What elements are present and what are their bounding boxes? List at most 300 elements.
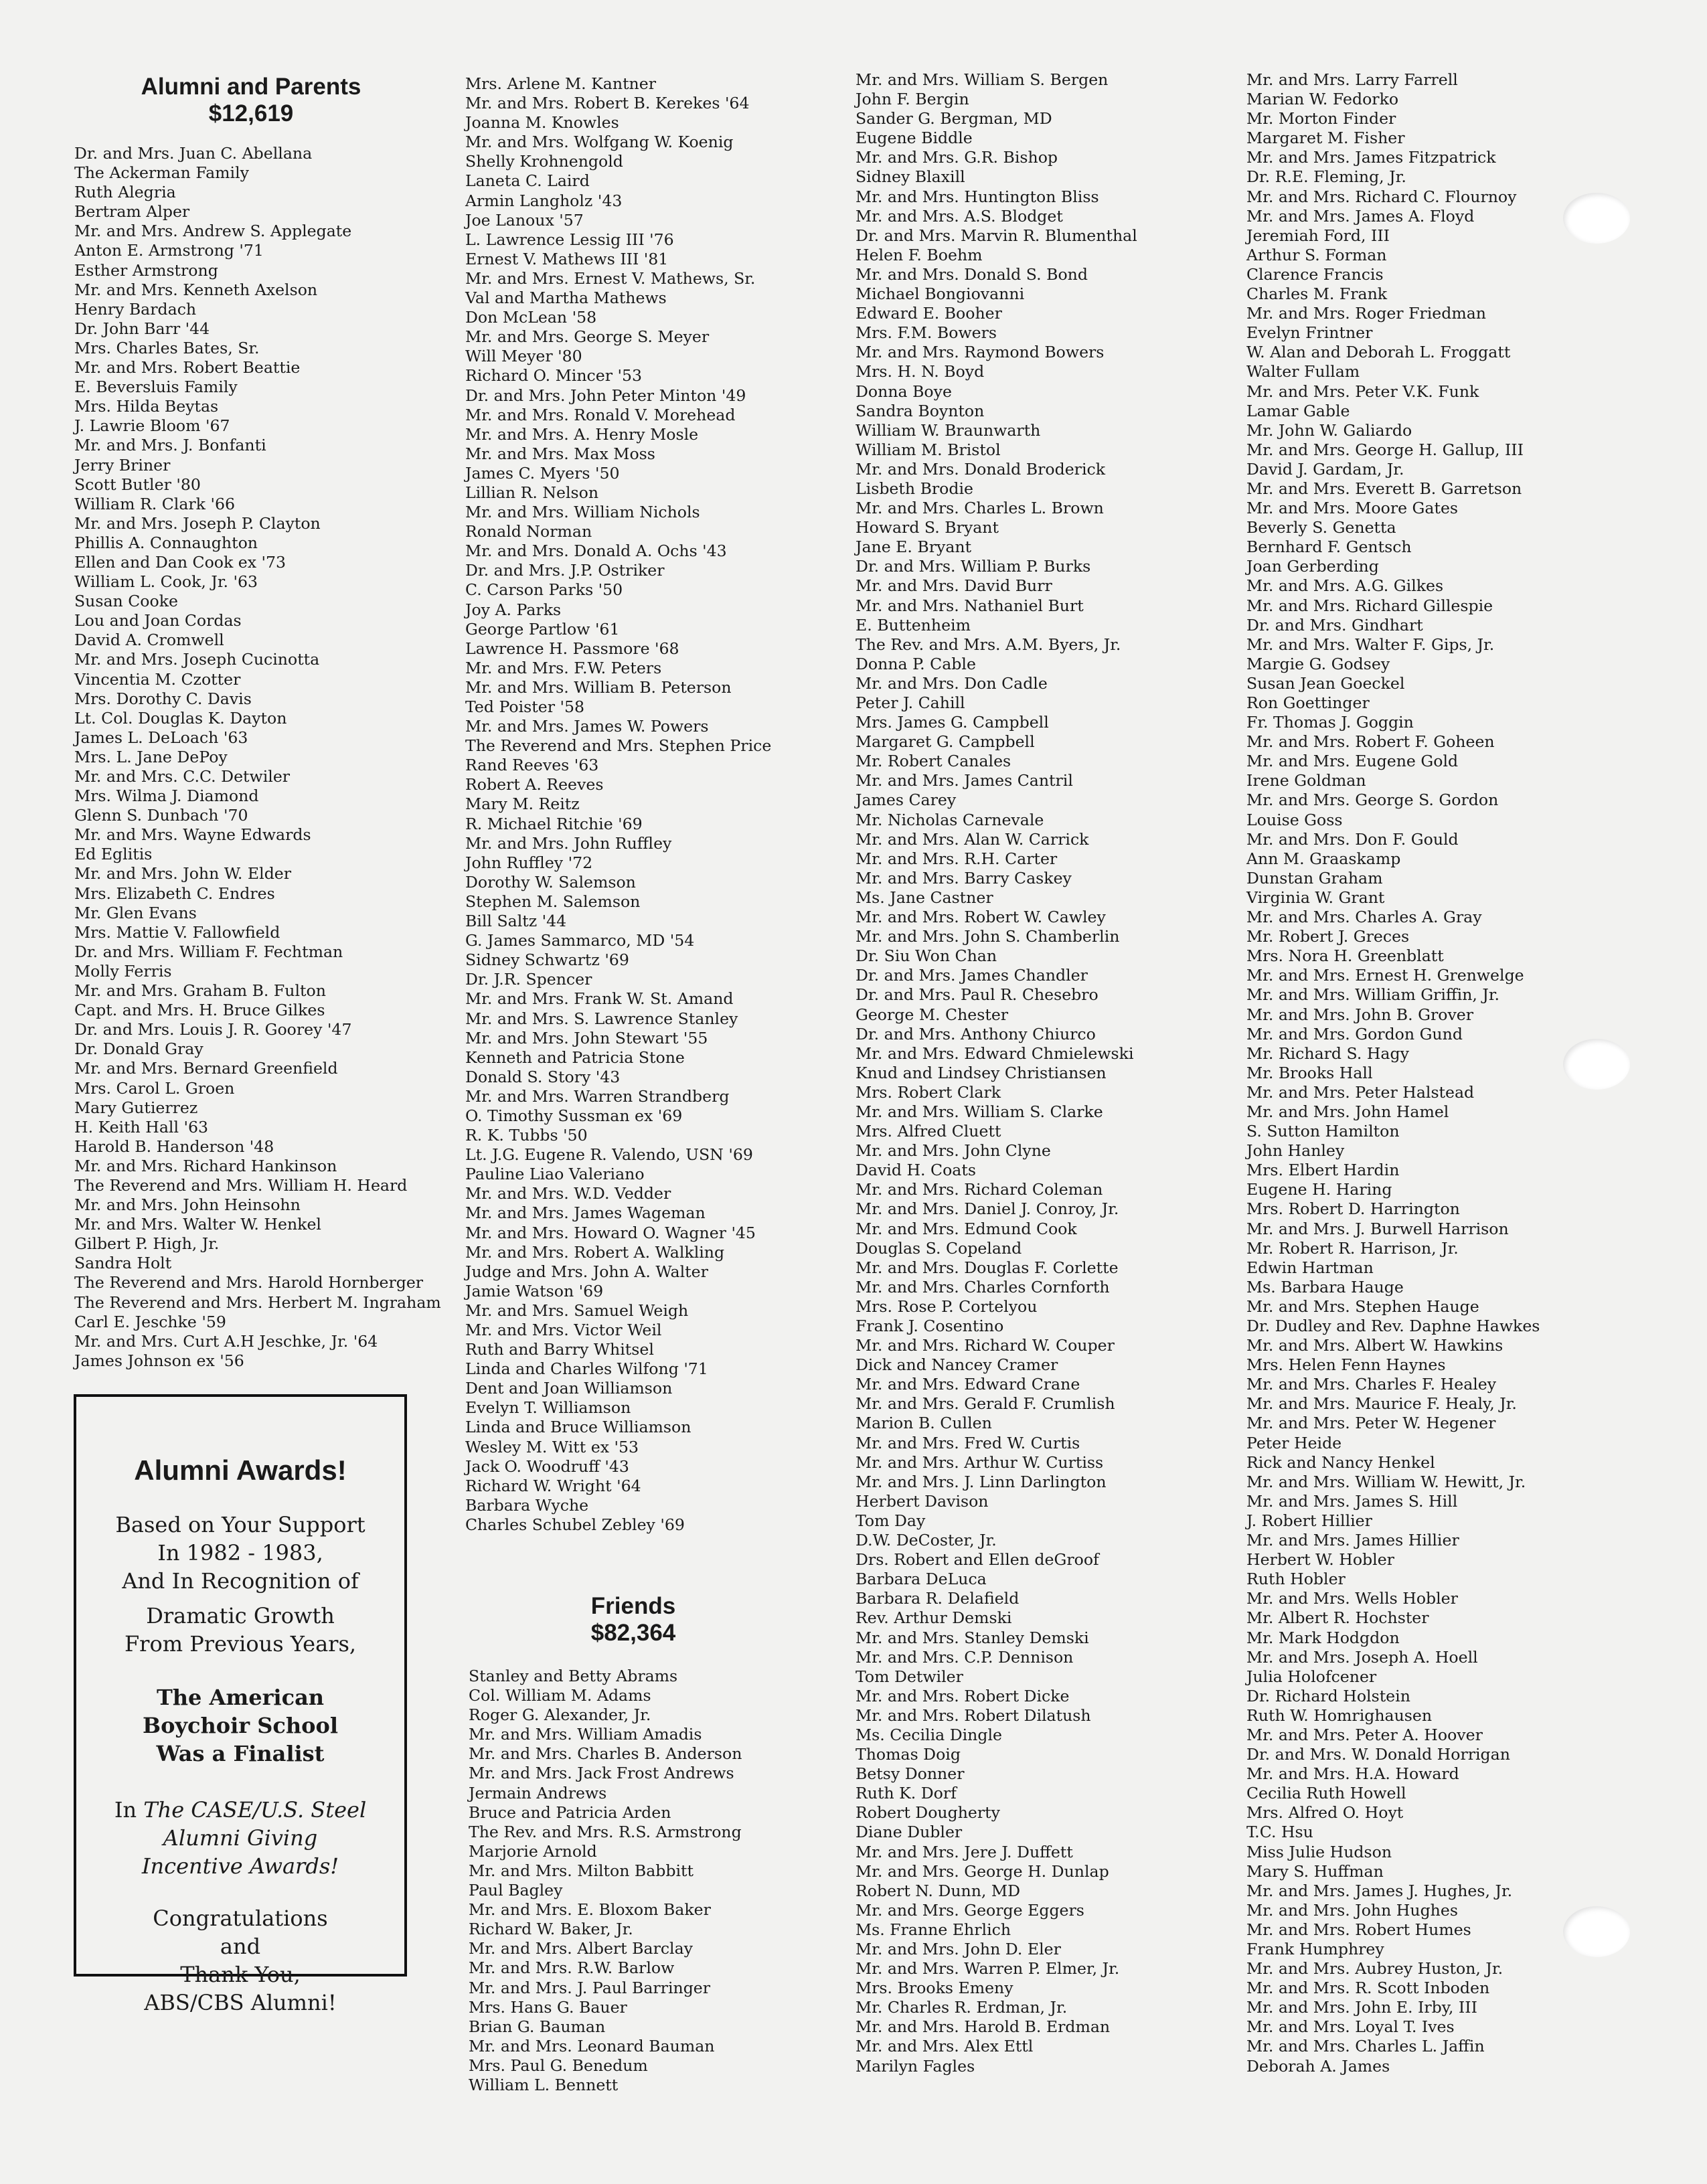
donor-name: Lt. J.G. Eugene R. Valendo, USN '69 [465,1145,753,1165]
donor-name: Margaret M. Fisher [1246,129,1405,148]
donor-name: Mr. and Mrs. John Heinsohn [74,1195,301,1215]
donor-name: Mrs. Brooks Emeny [856,1979,1013,1998]
awards-text-line: From Previous Years, [124,1631,357,1657]
donor-name: James Carey [856,790,957,810]
donor-name: Dorothy W. Salemson [465,872,636,892]
donor-name: Susan Cooke [74,592,178,611]
donor-name: Dr. and Mrs. Anthony Chiurco [856,1024,1096,1043]
alumni-parents-list [74,144,441,1371]
donor-name: Mr. and Mrs. Robert W. Cawley [856,908,1106,927]
donor-name: Mrs. Hans G. Bauer [469,1997,627,2017]
donor-name: H. Keith Hall '63 [74,1117,208,1137]
donor-name: Mr. and Mrs. Harold B. Erdman [856,2017,1111,2037]
donor-name: Mr. and Mrs. Richard C. Flournoy [1246,187,1517,206]
donor-name: Mr. and Mrs. Richard W. Couper [856,1336,1115,1355]
donor-name: Ms. Barbara Hauge [1246,1277,1404,1296]
donor-name: W. Alan and Deborah L. Froggatt [1246,343,1511,362]
donor-name: C. Carson Parks '50 [465,580,623,600]
donor-name: Dr. and Mrs. James Chandler [856,966,1088,985]
donor-name: R. K. Tubbs '50 [465,1126,588,1145]
donor-name: Dr. Donald Gray [74,1039,204,1059]
donor-name: Mr. and Mrs. C.C. Detwiler [74,767,291,786]
donor-name: David A. Cromwell [74,631,224,650]
donor-name: Mr. and Mrs. James J. Hughes, Jr. [1246,1881,1513,1900]
friends-list-continued [856,70,1137,2076]
donor-name: Tom Detwiler [856,1667,963,1686]
donor-name: Mr. and Mrs. A.S. Blodget [856,206,1063,226]
donor-name: Marion B. Cullen [856,1414,992,1433]
donor-name: Mr. and Mrs. George Eggers [856,1900,1084,1920]
donor-name: Walter Fullam [1246,362,1360,382]
donor-name: Mr. Robert Canales [856,752,1011,771]
donor-name: Stanley and Betty Abrams [469,1667,678,1685]
donor-name: Mr. and Mrs. Robert A. Walkling [465,1242,725,1262]
donor-name: Mr. and Mrs. Donald Broderick [856,459,1106,479]
donor-name: Barbara Wyche [465,1495,589,1515]
donor-name: Julia Holofcener [1246,1667,1377,1686]
donor-name: Ted Poister '58 [465,697,584,716]
donor-name: Dunstan Graham [1246,868,1383,888]
donor-name: Dent and Joan Williamson [465,1379,673,1398]
donor-name: Mr. and Mrs. James Hillier [1246,1531,1459,1550]
finalist-line: Boychoir School [143,1713,338,1738]
donor-name: L. Lawrence Lessig III '76 [465,230,674,249]
donor-name: Joe Lanoux '57 [465,210,584,230]
donor-name: Bruce and Patricia Arden [469,1802,671,1822]
donor-name: Mr. and Mrs. Stanley Demski [856,1628,1089,1647]
donor-name: Ruth Alegria [74,183,176,202]
donor-name: Marjorie Arnold [469,1841,597,1861]
donor-name: Robert Dougherty [856,1803,1000,1823]
donor-name: Harold B. Handerson '48 [74,1137,274,1156]
donor-name: Mr. and Mrs. Milton Babbitt [469,1861,694,1880]
donor-name: Mrs. James G. Campbell [856,713,1049,732]
donor-name: Linda and Charles Wilfong '71 [465,1359,708,1379]
award-line: Alumni Giving [163,1825,318,1851]
donor-name: Dr. and Mrs. Juan C. Abellana [74,144,313,163]
donor-name: Mr. and Mrs. James Wageman [465,1203,706,1223]
donor-name: Bill Saltz '44 [465,912,567,931]
donor-name: O. Timothy Sussman ex '69 [465,1106,683,1125]
donor-name: Mr. and Mrs. Alex Ettl [856,2037,1034,2056]
awards-text-line: In 1982 - 1983, [157,1540,323,1566]
donor-name: The Ackerman Family [74,163,249,183]
donor-name: Joan Gerberding [1246,557,1379,576]
donor-name: Mr. and Mrs. Daniel J. Conroy, Jr. [856,1199,1119,1219]
donor-name: Vincentia M. Czotter [74,669,241,689]
donor-name: Capt. and Mrs. H. Bruce Gilkes [74,1001,325,1020]
donor-name: Mr. and Mrs. G.R. Bishop [856,148,1058,167]
donor-name: Mr. and Mrs. Andrew S. Applegate [74,222,352,241]
donor-name: Henry Bardach [74,299,197,319]
donor-name: Dr. and Mrs. W. Donald Horrigan [1246,1745,1510,1764]
donor-name: Mr. and Mrs. Ronald V. Morehead [465,405,736,424]
donor-name: Eugene H. Haring [1246,1180,1392,1199]
donor-name: Evelyn T. Williamson [465,1398,631,1418]
donor-name: Dr. and Mrs. Paul R. Chesebro [856,985,1099,1005]
donor-name: Mrs. Dorothy C. Davis [74,689,252,708]
donor-name: Sidney Blaxill [856,167,965,187]
donor-name: Mr. and Mrs. William Amadis [469,1725,702,1744]
donor-name: Mr. and Mrs. Wells Hobler [1246,1589,1458,1608]
donor-name: Mr. and Mrs. John Hughes [1246,1900,1458,1920]
donor-name: Mr. and Mrs. Fred W. Curtis [856,1433,1080,1452]
donor-name: Mr. and Mrs. Roger Friedman [1246,304,1486,323]
donor-name: Bernhard F. Gentsch [1246,537,1412,557]
donor-name: John Hanley [1246,1141,1345,1161]
donor-name: Mr. and Mrs. David Burr [856,576,1052,596]
donor-name: Ms. Franne Ehrlich [856,1920,1011,1939]
donor-name: Mr. and Mrs. John D. Eler [856,1940,1061,1958]
donor-name: The Rev. and Mrs. R.S. Armstrong [469,1822,742,1841]
donor-name: Mr. John W. Galiardo [1246,420,1412,440]
donor-name: Cecilia Ruth Howell [1246,1784,1406,1803]
donor-name: Linda and Bruce Williamson [465,1418,692,1437]
donor-name: Arthur S. Forman [1246,245,1387,264]
donor-name: Donald S. Story '43 [465,1067,621,1086]
donor-name: Glenn S. Dunbach '70 [74,806,248,825]
donor-name: Mr. and Mrs. J. Paul Barringer [469,1978,711,1997]
donor-name: William R. Clark '66 [74,494,235,513]
donor-name: Mr. and Mrs. John Clyne [856,1141,1051,1161]
friends-list [469,1667,742,2095]
donor-name: Donna P. Cable [856,654,976,673]
donor-name: Susan Jean Goeckel [1246,673,1405,693]
donor-name: Ruth and Barry Whitsel [465,1340,654,1359]
donor-name: Mr. and Mrs. Donald S. Bond [856,264,1088,284]
donor-name: Knud and Lindsey Christiansen [856,1063,1107,1082]
donor-name: Paul Bagley [469,1881,563,1900]
donor-name: Mr. and Mrs. S. Lawrence Stanley [465,1009,738,1028]
donor-name: Dr. and Mrs. Gindhart [1246,615,1423,635]
donor-name: Jamie Watson '69 [465,1281,604,1300]
donor-name: Mary M. Reitz [465,794,580,814]
donor-name: Ruth K. Dorf [856,1784,957,1803]
donor-name: Margie G. Godsey [1246,654,1390,673]
donor-name: Barbara DeLuca [856,1570,987,1589]
donor-name: Will Meyer '80 [465,347,582,366]
donor-name: Mr. and Mrs. James Cantril [856,771,1073,790]
donor-name: Bertram Alper [74,202,190,222]
donor-name: Mr. and Mrs. William W. Hewitt, Jr. [1246,1472,1526,1491]
punch-hole [1563,1039,1630,1090]
donor-name: Mr. and Mrs. Joseph P. Clayton [74,513,321,533]
donor-name: Mr. and Mrs. Wolfgang W. Koenig [465,133,734,152]
donor-name: Mr. and Mrs. Robert F. Goheen [1246,732,1495,752]
donor-name: Mr. and Mrs. Jere J. Duffett [856,1842,1073,1861]
donor-name: Mr. and Mrs. Stephen Hauge [1246,1296,1479,1316]
donor-name: Sander G. Bergman, MD [856,109,1052,129]
donor-name: Dr. Siu Won Chan [856,946,997,966]
donor-name: Mr. and Mrs. Walter F. Gips, Jr. [1246,635,1495,654]
award-line: Incentive Awards! [141,1853,339,1879]
donor-name: Mr. and Mrs. Everett B. Garretson [1246,479,1522,498]
donor-name: Betsy Donner [856,1764,965,1784]
donor-name: Herbert Davison [856,1491,989,1511]
donor-name: Mrs. Nora H. Greenblatt [1246,946,1444,966]
donor-name: Mr. and Mrs. Robert Humes [1246,1920,1471,1939]
donor-name: Tom Day [856,1511,926,1530]
finalist-statement [76,1683,404,1768]
donor-name: Wesley M. Witt ex '53 [465,1437,639,1456]
donor-name: Mr. and Mrs. William Nichols [465,503,700,522]
donor-name: E. Beversluis Family [74,377,238,397]
donor-name: Sandra Boynton [856,401,985,420]
donor-name: Dr. and Mrs. Louis J. R. Goorey '47 [74,1020,352,1039]
donor-name: George Partlow '61 [465,619,620,639]
donor-name: Mr. and Mrs. Peter A. Hoover [1246,1725,1483,1744]
donor-name: Virginia W. Grant [1246,888,1385,907]
donor-name: Stephen M. Salemson [465,892,641,911]
donor-name: Mr. and Mrs. Raymond Bowers [856,343,1105,362]
donor-name: T.C. Hsu [1246,1823,1313,1842]
donor-name: Mr. and Mrs. Peter V.K. Funk [1246,382,1479,401]
donor-name: Ellen and Dan Cook ex '73 [74,552,287,572]
donor-name: Clarence Francis [1246,264,1384,284]
donor-name: Mrs. Helen Fenn Haynes [1246,1355,1446,1375]
donor-name: Mrs. Charles Bates, Sr. [74,338,260,357]
donor-name: Mr. and Mrs. Walter W. Henkel [74,1215,321,1234]
donor-name: Marilyn Fagles [856,2056,975,2076]
donor-name: Mr. and Mrs. Bernard Greenfield [74,1059,338,1078]
donor-name: Howard S. Bryant [856,518,999,537]
donor-name: Peter Heide [1246,1433,1342,1452]
donor-name: Lamar Gable [1246,401,1350,420]
donor-name: Deborah A. James [1246,2056,1390,2076]
donor-name: Mr. and Mrs. J. Burwell Harrison [1246,1219,1509,1238]
donor-name: Brian G. Bauman [469,2017,606,2036]
donor-name: The Reverend and Mrs. Stephen Price [465,736,772,756]
alumni-parents-amount: $12,619 [208,100,294,127]
award-line [76,1796,404,1824]
donor-name: Mr. and Mrs. Wayne Edwards [74,825,311,845]
donor-name: Mr. Morton Finder [1246,109,1396,129]
donor-name: Mr. and Mrs. Frank W. St. Amand [465,989,734,1009]
donor-name: Mr. and Mrs. Ernest H. Grenwelge [1246,966,1524,985]
donor-name: Louise Goss [1246,810,1343,829]
donor-name: Beverly S. Genetta [1246,518,1396,537]
punch-hole [1563,193,1630,244]
donor-name: Mrs. Robert Clark [856,1082,1001,1102]
donor-name: Mr. and Mrs. Charles B. Anderson [469,1744,742,1764]
donor-name: Mr. and Mrs. George H. Dunlap [856,1861,1109,1881]
donor-name: Joy A. Parks [465,600,562,619]
donor-name: Mr. and Mrs. Arthur W. Curtiss [856,1452,1104,1472]
donor-name: Mr. and Mrs. Edmund Cook [856,1219,1077,1238]
donor-name: S. Sutton Hamilton [1246,1122,1400,1141]
donor-name: Jane E. Bryant [856,537,972,557]
donor-name: Mr. and Mrs. Loyal T. Ives [1246,2017,1455,2037]
donor-name: Mr. and Mrs. R.W. Barlow [469,1958,675,1978]
donor-name: Mr. and Mrs. Joseph Cucinotta [74,650,320,669]
donor-name: Mr. Mark Hodgdon [1246,1628,1400,1647]
donor-name: E. Buttenheim [856,615,971,635]
donor-name: Pauline Liao Valeriano [465,1165,645,1184]
donor-name: Mr. and Mrs. James Fitzpatrick [1246,148,1496,167]
thanks-line: and [220,1934,261,1959]
donor-name: Mr. and Mrs. Charles Cornforth [856,1277,1110,1296]
donor-name: Mr. and Mrs. Victor Weil [465,1321,662,1339]
donor-name: Mr. and Mrs. Samuel Weigh [465,1300,689,1320]
donor-name: John F. Bergin [856,90,969,109]
donor-name: Jack O. Woodruff '43 [465,1456,629,1476]
donor-name: Mr. and Mrs. Max Moss [465,444,655,463]
donor-name: The Reverend and Mrs. Herbert M. Ingraham [74,1292,441,1312]
donor-name: Rick and Nancy Henkel [1246,1452,1435,1472]
donor-name: Mr. and Mrs. C.P. Dennison [856,1647,1074,1667]
donor-name: Mr. and Mrs. John W. Elder [74,864,292,884]
alumni-awards-box [74,1394,407,2015]
donor-name: Mrs. Alfred Cluett [856,1122,1001,1141]
donor-name: Judge and Mrs. John A. Walter [465,1262,708,1281]
donor-name: Jeremiah Ford, III [1246,226,1390,245]
donor-name: Phillis A. Connaughton [74,533,258,552]
donor-name: Dr. R.E. Fleming, Jr. [1246,167,1406,187]
donor-name: Mr. and Mrs. Charles F. Healey [1246,1375,1497,1394]
award-name [76,1796,404,1880]
donor-name: J. Lawrie Bloom '67 [74,416,230,436]
donor-name: Dick and Nancey Cramer [856,1355,1058,1375]
donor-name: J. Robert Hillier [1246,1511,1372,1530]
donor-name: Lt. Col. Douglas K. Dayton [74,708,287,728]
donor-name: Barbara R. Delafield [856,1589,1020,1608]
donor-name: Scott Butler '80 [74,475,201,494]
donor-name: Edward E. Booher [856,304,1002,323]
award-line-1: The CASE/U.S. Steel [143,1797,367,1823]
donor-name: Mrs. Elbert Hardin [1246,1161,1400,1180]
donor-name: Mr. and Mrs. Edward Crane [856,1375,1080,1394]
donor-name: Mrs. Robert D. Harrington [1246,1199,1460,1219]
donor-name: Ed Eglitis [74,845,153,864]
donor-name: Mr. and Mrs. Richard Gillespie [1246,596,1493,615]
donor-name: Dr. and Mrs. John Peter Minton '49 [465,386,746,405]
donor-name: Mr. Robert R. Harrison, Jr. [1246,1238,1459,1258]
donor-name: Irene Goldman [1246,771,1366,790]
donor-name: The Reverend and Mrs. Harold Hornberger [74,1273,424,1292]
donor-name: Dr. John Barr '44 [74,319,210,338]
donor-name: Molly Ferris [74,961,172,981]
donor-name: Miss Julie Hudson [1246,1842,1392,1861]
donor-name: Jermain Andrews [469,1783,607,1802]
donor-name: David J. Gardam, Jr. [1246,459,1404,479]
donor-name: Mr. and Mrs. Barry Caskey [856,868,1072,888]
donor-name: Diane Dubler [856,1823,963,1842]
donor-name: Mrs. H. N. Boyd [856,362,985,382]
donor-name: R. Michael Ritchie '69 [465,814,643,833]
donor-name: The Reverend and Mrs. William H. Heard [74,1175,408,1195]
donor-name: William L. Cook, Jr. '63 [74,572,258,592]
donor-name: Douglas S. Copeland [856,1238,1022,1258]
donor-name: Mr. and Mrs. Charles A. Gray [1246,908,1482,927]
donor-name: George M. Chester [856,1005,1009,1024]
donor-name: Mr. Richard S. Hagy [1246,1043,1409,1063]
donor-name: Mr. and Mrs. Joseph A. Hoell [1246,1647,1478,1667]
donor-name: Shelly Krohnengold [465,152,623,171]
donor-name: David H. Coats [856,1161,976,1180]
donor-name: Mr. and Mrs. Huntington Bliss [856,187,1099,206]
donor-name: Mr. and Mrs. Robert Beattie [74,358,301,377]
donor-name: Mr. and Mrs. George S. Meyer [465,327,710,347]
donor-name: William M. Bristol [856,440,1001,459]
donor-name: Mr. and Mrs. Leonard Bauman [469,2036,715,2055]
finalist-line: The American [156,1685,325,1710]
donor-name: Mr. and Mrs. Peter W. Hegener [1246,1414,1496,1433]
donor-name: Frank J. Cosentino [856,1317,1004,1335]
donor-name: Mr. and Mrs. John Hamel [1246,1102,1449,1121]
donor-name: Dr. and Mrs. William F. Fechtman [74,942,343,961]
donor-name: Mr. and Mrs. Maurice F. Healy, Jr. [1246,1394,1517,1414]
donor-name: Mr. and Mrs. Douglas F. Corlette [856,1258,1119,1277]
donor-name: Mr. and Mrs. Richard Coleman [856,1180,1103,1199]
donor-name: Robert N. Dunn, MD [856,1881,1021,1900]
donor-name: Peter J. Cahill [856,693,965,712]
donor-name: William W. Braunwarth [856,420,1041,440]
awards-text-line: Based on Your Support [115,1512,365,1537]
donor-name: Mr. and Mrs. Larry Farrell [1246,70,1458,89]
donor-name: Mr. and Mrs. William S. Clarke [856,1102,1103,1121]
donor-name: Mr. and Mrs. J. Bonfanti [74,436,266,455]
donor-name: Anton E. Armstrong '71 [74,241,264,260]
donor-name: Mr. and Mrs. Don Cadle [856,673,1048,693]
donor-name: Jerry Briner [74,455,171,475]
donor-name: Mr. and Mrs. Gordon Gund [1246,1024,1463,1043]
donor-name: Esther Armstrong [74,260,218,280]
thanks-line: ABS/CBS Alumni! [144,1990,337,2015]
punch-hole [1563,1906,1630,1957]
donor-name: Mrs. Carol L. Groen [74,1078,235,1098]
donor-name: Mr. and Mrs. Nathaniel Burt [856,596,1084,615]
thanks-line: Thank You, [180,1962,301,1987]
donor-name: Ruth W. Homrighausen [1246,1705,1433,1725]
finalist-line: Was a Finalist [156,1741,325,1766]
donor-name: Richard O. Mincer '53 [465,366,642,386]
donor-name: Mr. and Mrs. A.G. Gilkes [1246,576,1444,596]
donor-name: Ms. Jane Castner [856,888,993,907]
donor-name: Mr. Brooks Hall [1246,1063,1373,1082]
donor-name: Mr. and Mrs. John S. Chamberlin [856,927,1120,946]
donor-name: Michael Bongiovanni [856,284,1025,304]
donor-name: Ann M. Graaskamp [1246,849,1401,868]
donor-name: Herbert W. Hobler [1246,1550,1394,1570]
donor-name: Mrs. Arlene M. Kantner [465,74,656,93]
donor-name: Dr. Richard Holstein [1246,1686,1410,1705]
donor-name: Mrs. Alfred O. Hoyt [1246,1803,1404,1823]
donor-name: Mr. and Mrs. Charles L. Brown [856,499,1104,518]
donor-name: Charles M. Frank [1246,284,1388,304]
donor-name: Mr. and Mrs. Eugene Gold [1246,752,1459,771]
donor-name: Robert A. Reeves [465,775,604,794]
donor-name: Mr. and Mrs. Albert Barclay [469,1939,694,1958]
donor-name: Mr. and Mrs. John E. Irby, III [1246,1998,1477,2017]
donor-name: Ronald Norman [465,522,592,541]
donor-name: Mrs. Wilma J. Diamond [74,786,259,806]
donor-name: Lisbeth Brodie [856,479,973,498]
donor-name: Laneta C. Laird [465,171,590,191]
donor-name: Rev. Arthur Demski [856,1608,1012,1628]
donor-name: Mr. and Mrs. James A. Floyd [1246,206,1475,226]
donor-name: Ernest V. Mathews III '81 [465,249,669,268]
donor-name: Dr. J.R. Spencer [465,970,592,989]
donor-name: Mr. and Mrs. George S. Gordon [1246,790,1499,810]
donor-name: Mr. and Mrs. William Griffin, Jr. [1246,985,1500,1005]
donor-name: Mrs. Hilda Beytas [74,397,219,416]
donor-name: Mrs. Paul G. Benedum [469,2055,648,2075]
donor-name: Mr. and Mrs. John Stewart '55 [465,1028,708,1047]
donor-name: G. James Sammarco, MD '54 [465,931,695,950]
donor-name: Fr. Thomas J. Goggin [1246,713,1414,732]
donor-name: Mr. and Mrs. J. Linn Darlington [856,1472,1107,1491]
friends-amount: $82,364 [590,1620,676,1646]
